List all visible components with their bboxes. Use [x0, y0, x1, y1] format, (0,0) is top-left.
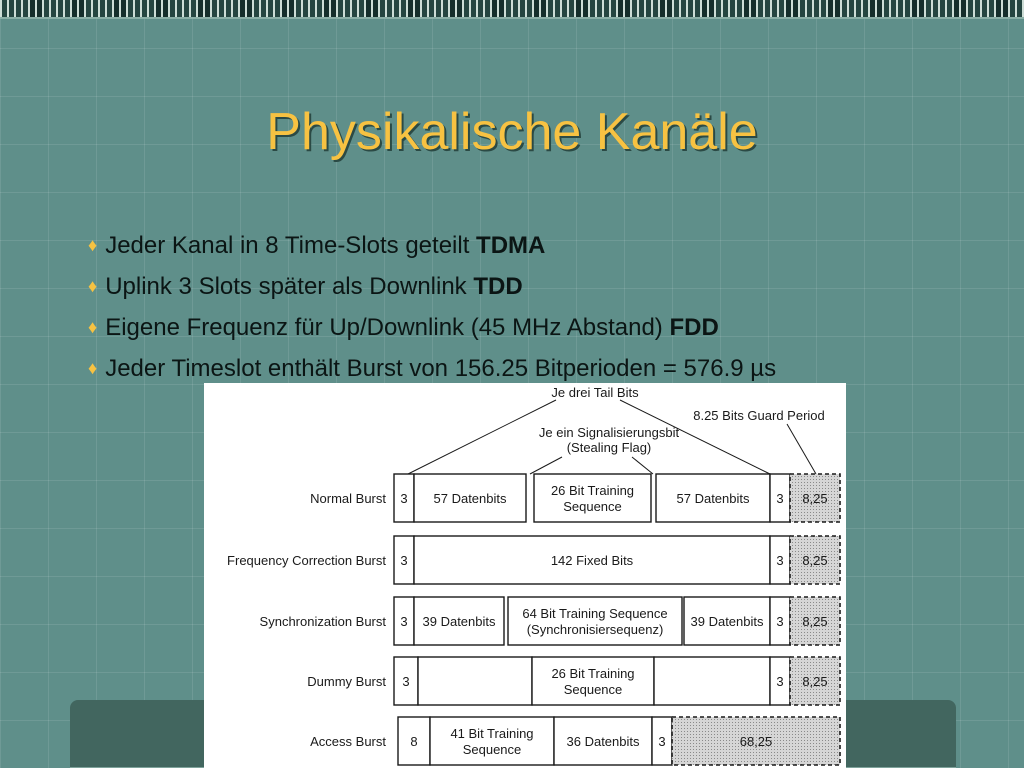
bullet-text: Eigene Frequenz für Up/Downlink (45 MHz Abstand): [105, 314, 670, 341]
cell-label: 3: [402, 674, 410, 689]
diamond-bullet-icon: ♦: [88, 276, 98, 296]
cell-label: 3: [400, 553, 408, 568]
burst-name: Frequency Correction Burst: [227, 553, 386, 568]
cell-label: 3: [776, 491, 784, 506]
cell-label: 39 Datenbits: [690, 614, 764, 629]
burst-cell: [654, 657, 770, 705]
bullet-text: Jeder Timeslot enthält Burst von 156.25 Bitperioden = 576.9 µs: [105, 355, 777, 382]
cell-label: 3: [400, 614, 408, 629]
cell-label: 3: [776, 553, 784, 568]
burst-name: Access Burst: [310, 734, 386, 749]
diamond-bullet-icon: ♦: [88, 235, 98, 255]
burst-cell: [508, 597, 682, 645]
cell-label: 8,25: [802, 674, 828, 689]
cell-label: 142 Fixed Bits: [550, 553, 634, 568]
cell-label: 3: [400, 491, 408, 506]
cell-label: 39 Datenbits: [422, 614, 496, 629]
burst-diagram: [204, 383, 846, 768]
bullet-list: [88, 228, 776, 392]
cell-label: 8,25: [802, 614, 828, 629]
callout-tail-bits: Je drei Tail Bits: [551, 385, 639, 400]
diamond-bullet-icon: ♦: [88, 358, 98, 378]
bullet-text: Jeder Kanal in 8 Time-Slots geteilt: [105, 232, 477, 259]
leader-line: [408, 400, 556, 474]
cell-label: 26 Bit Training: [550, 483, 635, 498]
bullet-keyword: TDD: [473, 273, 523, 300]
cell-label: 36 Datenbits: [566, 734, 640, 749]
bullet-item: [88, 310, 776, 351]
burst-cell: [532, 657, 654, 705]
burst-name: Synchronization Burst: [259, 614, 386, 629]
slide-title: Physikalische Kanäle: [266, 103, 758, 161]
cell-label: 57 Datenbits: [433, 491, 507, 506]
leader-line: [530, 457, 562, 474]
callout-guard-period: 8.25 Bits Guard Period: [693, 408, 825, 423]
cell-label: 68,25: [739, 734, 773, 749]
cell-label-line2: (Synchronisiersequenz): [526, 622, 664, 637]
burst-cell: [430, 717, 554, 765]
cell-label: 3: [776, 614, 784, 629]
bullet-keyword: FDD: [669, 314, 719, 341]
callout-stealing-line1: Je ein Signalisierungsbit: [538, 425, 680, 440]
burst-diagram-svg: [204, 383, 846, 768]
burst-cell: [418, 657, 532, 705]
bullet-text: Uplink 3 Slots später als Downlink: [105, 273, 474, 300]
cell-label: 41 Bit Training: [450, 726, 534, 741]
cell-label-line2: Sequence: [563, 682, 623, 697]
cell-label: 26 Bit Training: [551, 666, 635, 681]
cell-label: 64 Bit Training Sequence: [522, 606, 668, 621]
bullet-keyword: TDMA: [476, 232, 546, 259]
burst-name: Dummy Burst: [307, 674, 386, 689]
leader-line: [787, 424, 816, 474]
cell-label-line2: Sequence: [563, 499, 622, 514]
burst-name: Normal Burst: [310, 491, 386, 506]
burst-rows: [227, 474, 840, 765]
callout-stealing-line2: (Stealing Flag): [566, 440, 652, 455]
cell-label: 8: [410, 734, 418, 749]
cell-label: 57 Datenbits: [676, 491, 750, 506]
cell-label-line2: Sequence: [462, 742, 522, 757]
leader-line: [632, 457, 653, 474]
bullet-item: [88, 228, 776, 269]
circuit-board-banner: [0, 0, 1024, 19]
cell-label: 3: [776, 674, 784, 689]
diamond-bullet-icon: ♦: [88, 317, 98, 337]
bullet-item: [88, 269, 776, 310]
cell-label: 3: [658, 734, 666, 749]
cell-label: 8,25: [802, 553, 828, 568]
burst-cell: [534, 474, 651, 522]
cell-label: 8,25: [802, 491, 828, 506]
